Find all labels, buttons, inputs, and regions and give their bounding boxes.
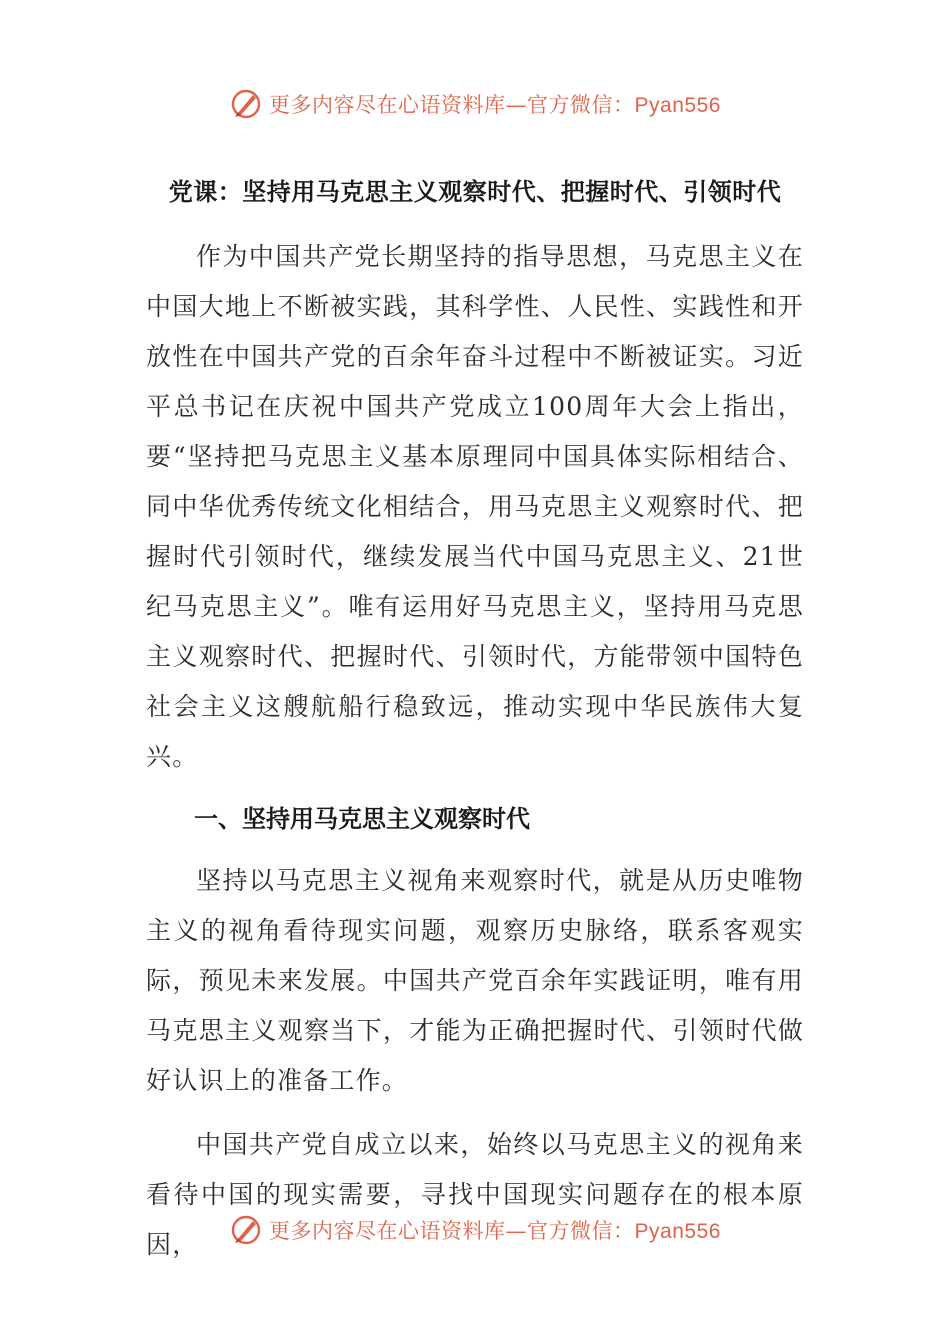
footer-watermark-banner: [0, 1210, 950, 1250]
document-title: 党课：坚持用马克思主义观察时代、把握时代、引领时代: [168, 178, 782, 206]
banner-text: 更多内容尽在心语资料库—官方微信：Pyan556: [269, 1219, 721, 1243]
paragraph-section-1: 坚持以马克思主义视角来观察时代，就是从历史唯物主义的视角看待现实问题，观察历史脉络，联系客观实际，预见未来发展。中国共产党百余年实践证明，唯有用马克思主义观察当下，才能为正确把握时代、引领时代做好认识上的准备工作。: [146, 866, 804, 1095]
pen-circle-icon: [229, 87, 263, 121]
wechat-id: Pyan556: [634, 1220, 721, 1243]
document-body: [146, 232, 804, 1270]
section-heading: 一、坚持用马克思主义观察时代: [194, 805, 530, 833]
pen-circle-icon: [229, 1213, 263, 1247]
banner-text: 更多内容尽在心语资料库—官方微信：Pyan556: [269, 93, 721, 117]
paragraph-section-2: 中国共产党自成立以来，始终以马克思主义的视角来看待中国的现实需要，寻找中国现实问题存在的根本原因，: [146, 1130, 804, 1259]
wechat-id: Pyan556: [634, 94, 721, 117]
header-watermark-banner: [0, 84, 950, 124]
paragraph-intro: 作为中国共产党长期坚持的指导思想，马克思主义在中国大地上不断被实践，其科学性、人民性、实践性和开放性在中国共产党的百余年奋斗过程中不断被证实。习近平总书记在庆祝中国共产党成立100周年大会上指出，要“坚持把马克思主义基本原理同中国具体实际相结合、同中华优秀传统文化相结合，用马克思主义观察时代、把握时代引领时代，继续发展当代中国马克思主义、21世纪马克思主义”。唯有运用好马克思主义，坚持用马克思主义观察时代、把握时代、引领时代，方能带领中国特色社会主义这艘航船行稳致远，推动实现中华民族伟大复兴。: [146, 242, 804, 771]
